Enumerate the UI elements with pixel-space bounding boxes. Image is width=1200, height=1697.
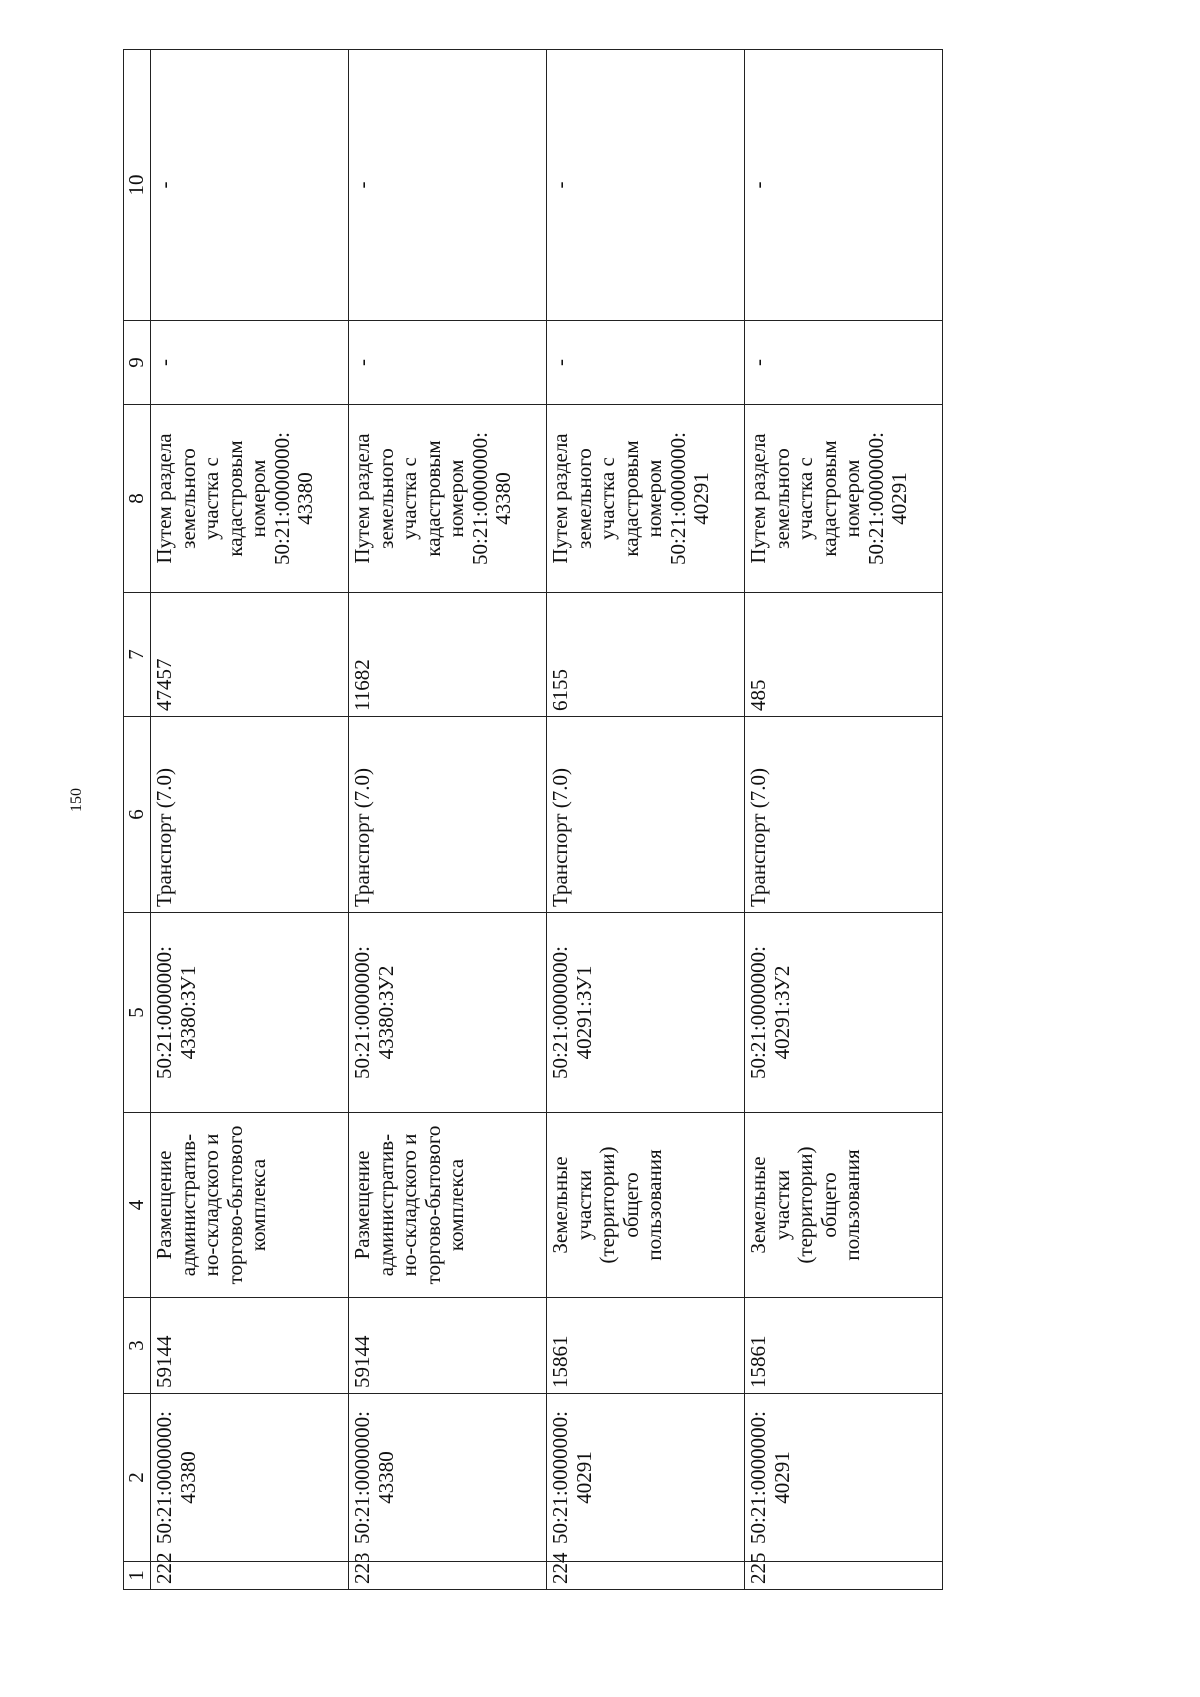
area-cell: 15861	[745, 1298, 943, 1394]
column-header-5: 5	[124, 913, 151, 1113]
column-10-cell: -	[547, 50, 745, 321]
column-9-cell: -	[547, 321, 745, 405]
new-plot-number-cell: 50:21:0000000: 43380:ЗУ1	[151, 913, 349, 1113]
table-row	[349, 50, 547, 1590]
land-plots-table-container	[123, 50, 943, 1590]
column-header-10: 10	[124, 50, 151, 321]
row-number-cell: 224	[547, 1562, 745, 1590]
column-header-7: 7	[124, 593, 151, 717]
use-category-cell: Транспорт (7.0)	[349, 717, 547, 913]
row-number-cell: 222	[151, 1562, 349, 1590]
new-area-cell: 485	[745, 593, 943, 717]
page-number: 150	[68, 788, 85, 812]
formation-method-cell: Путем раздела земельного участка с кадастровым номером 50:21:0000000: 40291	[745, 405, 943, 593]
area-cell: 59144	[151, 1298, 349, 1394]
area-cell: 15861	[547, 1298, 745, 1394]
formation-method-cell: Путем раздела земельного участка с кадастровым номером 50:21:0000000: 43380	[349, 405, 547, 593]
new-plot-number-cell: 50:21:0000000: 43380:ЗУ2	[349, 913, 547, 1113]
permitted-use-cell: Размещение административ- но-складского и торгово-бытового комплекса	[151, 1113, 349, 1298]
table-body	[151, 50, 943, 1590]
new-area-cell: 11682	[349, 593, 547, 717]
cadastral-number-cell: 50:21:0000000: 43380	[151, 1394, 349, 1562]
column-header-8: 8	[124, 405, 151, 593]
formation-method-cell: Путем раздела земельного участка с кадастровым номером 50:21:0000000: 40291	[547, 405, 745, 593]
column-10-cell: -	[745, 50, 943, 321]
column-header-9: 9	[124, 321, 151, 405]
column-header-6: 6	[124, 717, 151, 913]
permitted-use-cell: Земельные участки (территории) общего пользования	[745, 1113, 943, 1298]
column-header-1: 1	[124, 1562, 151, 1590]
new-area-cell: 47457	[151, 593, 349, 717]
header-row	[124, 50, 151, 1590]
cadastral-number-cell: 50:21:0000000: 43380	[349, 1394, 547, 1562]
permitted-use-cell: Размещение административ- но-складского и торгово-бытового комплекса	[349, 1113, 547, 1298]
formation-method-cell: Путем раздела земельного участка с кадастровым номером 50:21:0000000: 43380	[151, 405, 349, 593]
column-header-4: 4	[124, 1113, 151, 1298]
row-number-cell: 225	[745, 1562, 943, 1590]
permitted-use-cell: Земельные участки (территории) общего пользования	[547, 1113, 745, 1298]
column-10-cell: -	[349, 50, 547, 321]
column-9-cell: -	[151, 321, 349, 405]
column-header-2: 2	[124, 1394, 151, 1562]
new-area-cell: 6155	[547, 593, 745, 717]
use-category-cell: Транспорт (7.0)	[151, 717, 349, 913]
row-number-cell: 223	[349, 1562, 547, 1590]
use-category-cell: Транспорт (7.0)	[745, 717, 943, 913]
land-plots-table	[123, 49, 943, 1590]
cadastral-number-cell: 50:21:0000000: 40291	[745, 1394, 943, 1562]
area-cell: 59144	[349, 1298, 547, 1394]
table-row	[745, 50, 943, 1590]
column-header-3: 3	[124, 1298, 151, 1394]
column-9-cell: -	[349, 321, 547, 405]
column-9-cell: -	[745, 321, 943, 405]
column-10-cell: -	[151, 50, 349, 321]
new-plot-number-cell: 50:21:0000000: 40291:ЗУ1	[547, 913, 745, 1113]
new-plot-number-cell: 50:21:0000000: 40291:ЗУ2	[745, 913, 943, 1113]
use-category-cell: Транспорт (7.0)	[547, 717, 745, 913]
cadastral-number-cell: 50:21:0000000: 40291	[547, 1394, 745, 1562]
table-row	[547, 50, 745, 1590]
table-row	[151, 50, 349, 1590]
